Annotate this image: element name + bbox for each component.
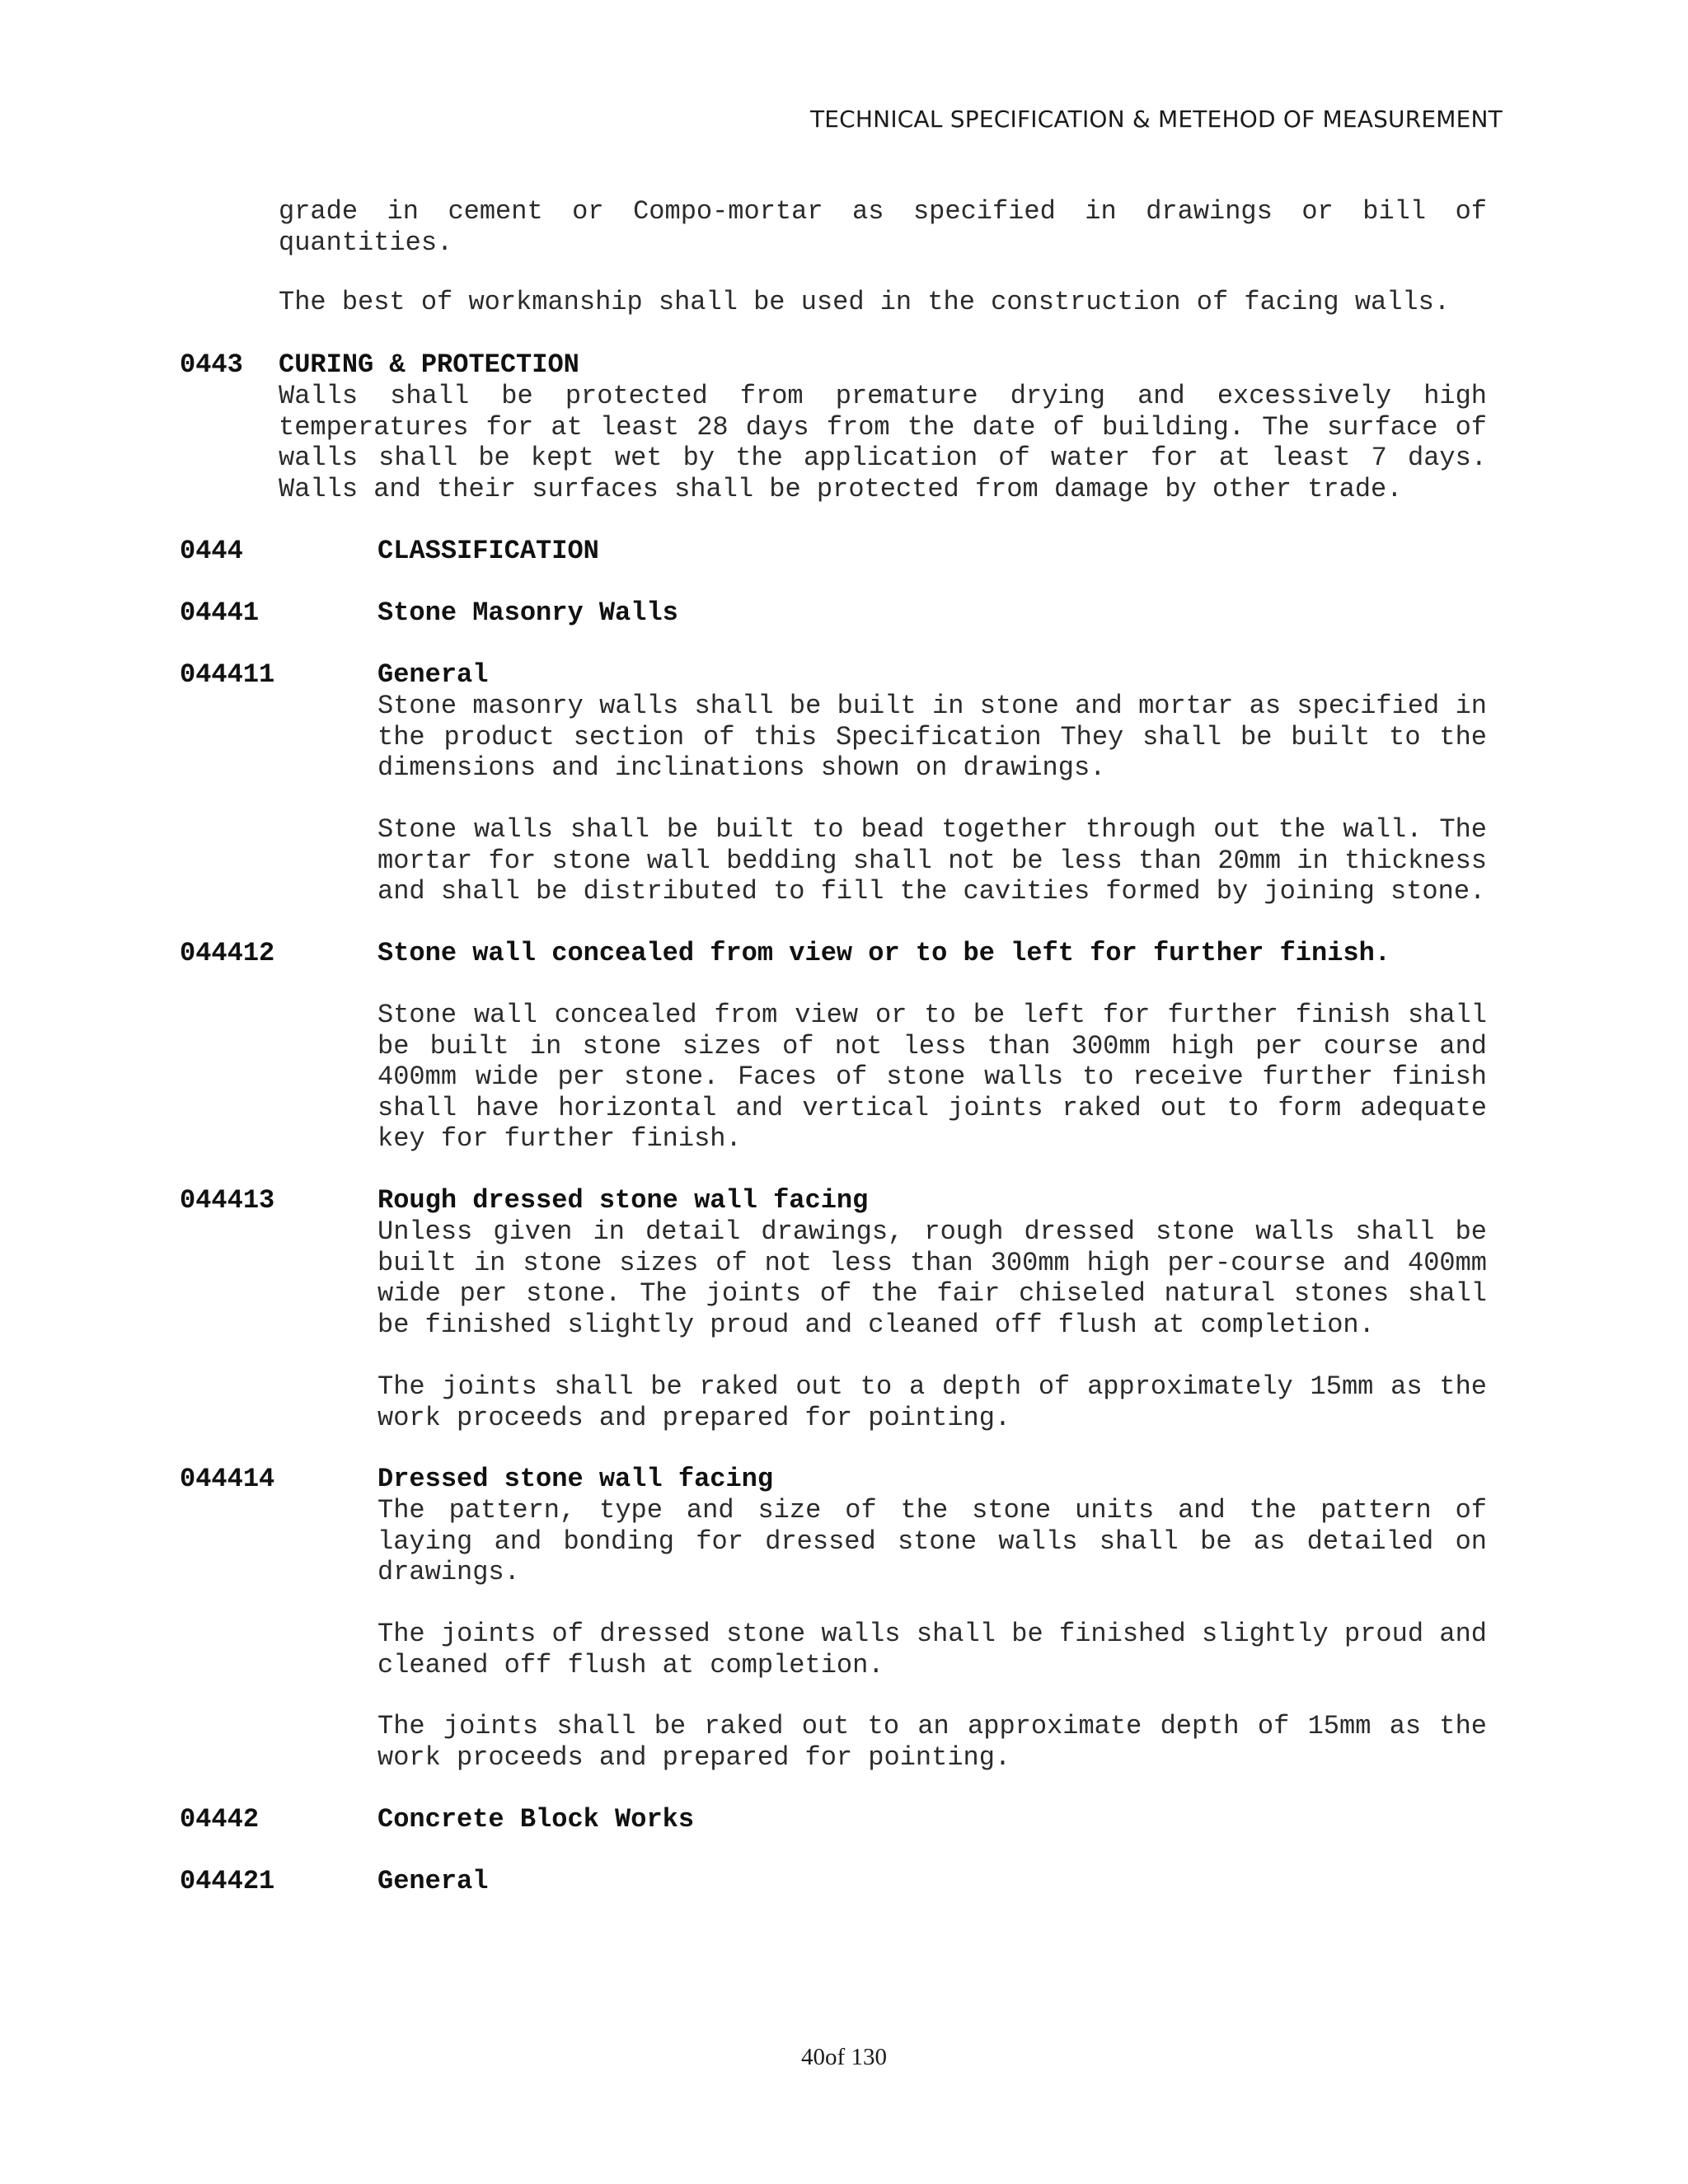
running-header: TECHNICAL SPECIFICATION & METEHOD OF MEASUREMENT <box>809 105 1503 133</box>
section-number-044414: 044414 <box>180 1464 275 1494</box>
section-044411-paragraph-2: Stone walls shall be built to bead together through out the wall. The mortar for stone wall bedding shall not be less than 20mm in thickness and shall be distributed to fill the cavities formed by joining stone. <box>377 814 1487 907</box>
section-title-0443: CURING & PROTECTION <box>279 349 579 380</box>
section-number-0443: 0443 <box>180 349 243 380</box>
section-number-04442: 04442 <box>180 1804 260 1835</box>
section-044414-paragraph-1: The pattern, type and size of the stone units and the pattern of laying and bonding for dressed stone walls shall be as detailed on drawings. <box>377 1495 1487 1587</box>
section-number-044412: 044412 <box>180 938 275 968</box>
section-number-0444: 0444 <box>180 536 243 566</box>
intro-paragraph-2: The best of workmanship shall be used in the construction of facing walls. <box>279 287 1451 317</box>
section-number-04441: 04441 <box>180 598 260 628</box>
section-title-04442: Concrete Block Works <box>377 1804 695 1835</box>
section-number-044421: 044421 <box>180 1866 275 1896</box>
section-044413-paragraph-1: Unless given in detail drawings, rough dressed stone walls shall be built in stone sizes of not less than 300mm high per-course and 400mm wide per stone. The joints of the fair chiseled natural stones shall be finished slightly proud and cleaned off flush at completion. <box>377 1216 1487 1340</box>
section-title-044411: General <box>377 659 489 690</box>
section-title-044412: Stone wall concealed from view or to be left for further finish. <box>377 938 1390 968</box>
section-title-04441: Stone Masonry Walls <box>377 598 678 628</box>
section-044414-paragraph-3: The joints shall be raked out to an approximate depth of 15mm as the work proceeds and prepared for pointing. <box>377 1711 1487 1773</box>
section-number-044411: 044411 <box>180 659 275 690</box>
section-title-0444: CLASSIFICATION <box>377 536 599 566</box>
section-0443-paragraph-1: Walls shall be protected from premature drying and excessively high temperatures for at least 28 days from the date of building. The surface of walls shall be kept wet by the application of water for at least 7 days. Walls and their surfaces shall be protected from damage by other trade. <box>279 381 1487 504</box>
section-title-044414: Dressed stone wall facing <box>377 1464 774 1494</box>
section-044412-paragraph-1: Stone wall concealed from view or to be left for further finish shall be built in stone sizes of not less than 300mm high per course and 400mm wide per stone. Faces of stone walls to receive further finish shall have horizontal and vertical joints raked out to form adequate key for further finish. <box>377 1000 1487 1154</box>
section-number-044413: 044413 <box>180 1185 275 1216</box>
page-number: 40of 130 <box>801 2044 887 2070</box>
section-title-044413: Rough dressed stone wall facing <box>377 1185 869 1216</box>
section-044414-paragraph-2: The joints of dressed stone walls shall be finished slightly proud and cleaned off flush at completion. <box>377 1619 1487 1680</box>
section-044413-paragraph-2: The joints shall be raked out to a depth of approximately 15mm as the work proceeds and prepared for pointing. <box>377 1371 1487 1433</box>
section-title-044421: General <box>377 1866 489 1896</box>
intro-paragraph-1: grade in cement or Compo-mortar as specified in drawings or bill of quantities. <box>279 196 1487 258</box>
section-044411-paragraph-1: Stone masonry walls shall be built in stone and mortar as specified in the product section of this Specification They shall be built to the dimensions and inclinations shown on drawings. <box>377 691 1487 783</box>
